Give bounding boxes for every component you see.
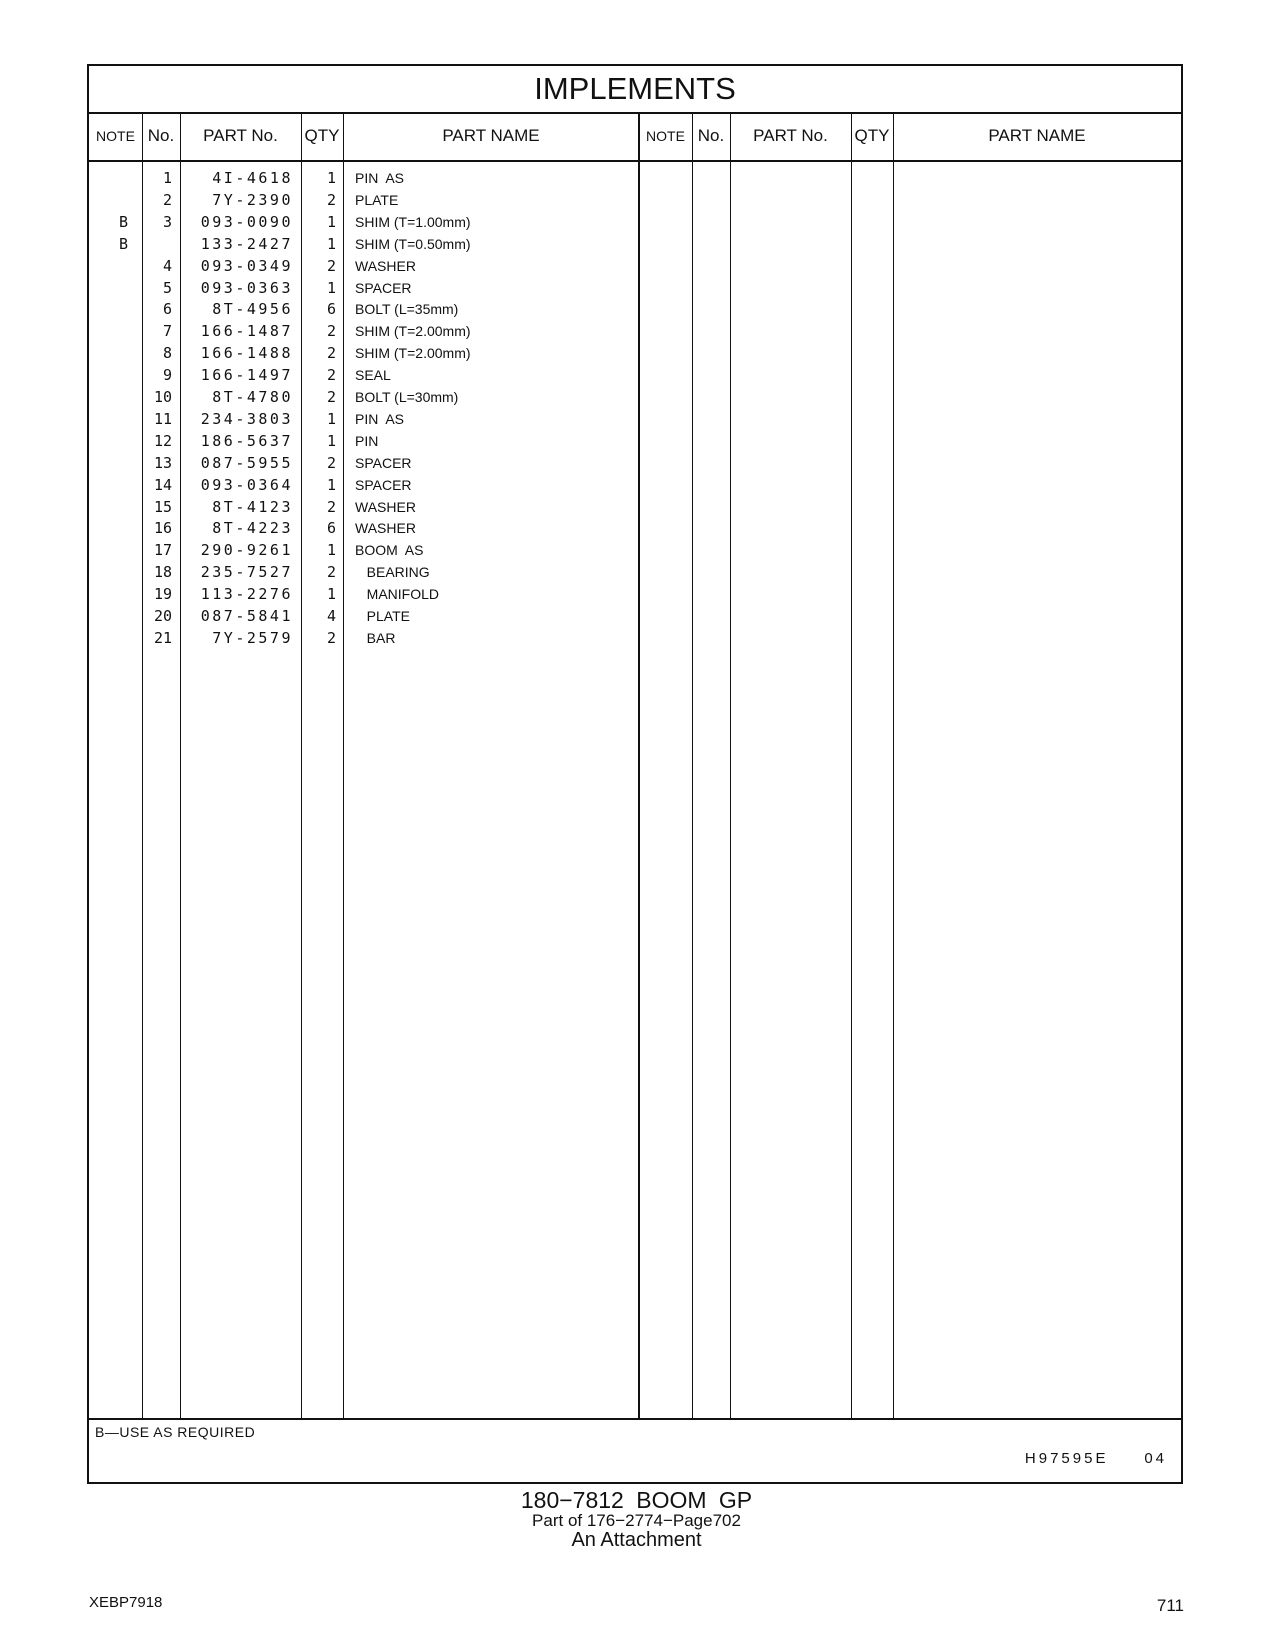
row-item-number: 6 — [162, 300, 172, 319]
table-row — [89, 320, 659, 343]
row-part-number: 093-0349 — [200, 256, 293, 275]
row-quantity: 1 — [326, 234, 336, 253]
row-quantity: 1 — [326, 278, 336, 297]
table-row — [89, 605, 659, 628]
row-note: B — [118, 212, 128, 231]
row-part-number: 8T-4956 — [212, 300, 293, 319]
row-part-number: 093-0363 — [200, 278, 293, 297]
header-note-right: NOTE — [646, 128, 685, 144]
row-item-number: 15 — [153, 497, 172, 516]
row-item-number: 20 — [153, 607, 172, 625]
row-part-number: 290-9261 — [200, 541, 293, 560]
row-quantity: 6 — [326, 300, 336, 319]
row-item-number: 14 — [153, 475, 172, 494]
page-number: 711 — [1156, 1596, 1184, 1615]
table-header — [89, 112, 1181, 162]
caption-title: 180−7812 BOOM GP — [520, 1487, 753, 1513]
table-row — [89, 452, 659, 475]
table-row — [89, 233, 659, 256]
row-part-number: 093-0090 — [200, 212, 293, 231]
header-qty-right: QTY — [854, 126, 890, 145]
row-quantity: 1 — [326, 409, 336, 428]
row-part-number: 7Y-2390 — [212, 190, 293, 209]
row-item-number: 8 — [162, 344, 172, 363]
table-row — [89, 298, 659, 321]
header-no-left: No. — [147, 126, 175, 145]
row-item-number: 12 — [153, 431, 172, 450]
row-part-number: 166-1497 — [200, 366, 293, 385]
row-part-name: SPACER — [355, 279, 412, 296]
parts-table — [87, 64, 1183, 1484]
table-row — [89, 211, 659, 234]
header-part-no-right: PART No. — [753, 126, 828, 145]
table-row — [89, 517, 659, 540]
row-quantity: 2 — [326, 563, 336, 582]
row-part-number: 8T-4223 — [212, 519, 293, 538]
row-part-name: MANIFOLD — [355, 586, 440, 603]
caption-subtitle: Part of 176−2774−Page702 — [532, 1511, 741, 1530]
caption-attachment: An Attachment — [571, 1529, 702, 1551]
row-part-number: 166-1487 — [200, 322, 293, 341]
table-row — [89, 167, 659, 190]
table-row — [89, 474, 659, 497]
row-quantity: 2 — [326, 388, 336, 406]
row-part-number: 087-5841 — [200, 607, 293, 625]
row-part-number: 087-5955 — [200, 453, 293, 472]
row-part-name: WASHER — [355, 257, 416, 274]
drawing-code-rev: 04 — [1144, 1450, 1167, 1467]
row-quantity: 1 — [326, 585, 336, 604]
row-item-number: 7 — [162, 322, 172, 341]
row-part-name: PLATE — [355, 191, 399, 208]
row-part-number: 234-3803 — [200, 409, 293, 428]
row-part-name: WASHER — [355, 520, 416, 537]
row-quantity: 4 — [326, 607, 336, 625]
row-item-number: 21 — [153, 628, 172, 647]
header-note-left: NOTE — [96, 128, 135, 144]
row-quantity: 2 — [326, 497, 336, 516]
row-part-number: 7Y-2579 — [212, 628, 293, 647]
row-part-number: 8T-4780 — [212, 388, 293, 406]
row-part-name: SHIM (T=0.50mm) — [355, 235, 471, 252]
row-quantity: 2 — [326, 366, 336, 385]
row-part-name: BOOM AS — [355, 542, 424, 559]
table-row — [89, 430, 659, 453]
row-quantity: 1 — [326, 475, 336, 494]
document-id: XEBP7918 — [89, 1594, 163, 1611]
row-item-number: 4 — [162, 256, 172, 275]
table-title: IMPLEMENTS — [89, 66, 1181, 114]
row-part-name: BAR — [355, 629, 396, 646]
row-part-name: SPACER — [355, 476, 412, 493]
row-quantity: 1 — [326, 212, 336, 231]
table-row — [89, 539, 659, 562]
row-part-name: PIN — [355, 432, 379, 449]
row-part-name: PIN AS — [355, 410, 405, 427]
table-row — [89, 342, 659, 365]
row-item-number: 11 — [153, 409, 172, 428]
row-part-name: SHIM (T=1.00mm) — [355, 213, 471, 230]
table-row — [89, 583, 659, 606]
table-row — [89, 277, 659, 300]
table-row — [89, 627, 659, 650]
row-quantity: 2 — [326, 453, 336, 472]
table-row — [89, 408, 659, 431]
row-part-number: 093-0364 — [200, 475, 293, 494]
row-quantity: 2 — [326, 256, 336, 275]
table-row — [89, 561, 659, 584]
row-item-number: 3 — [162, 212, 172, 231]
row-quantity: 2 — [326, 322, 336, 341]
row-item-number: 2 — [162, 190, 172, 209]
row-part-number: 113-2276 — [200, 585, 293, 604]
row-item-number: 13 — [153, 453, 172, 472]
row-part-name: PIN AS — [355, 170, 405, 186]
row-quantity: 1 — [326, 541, 336, 560]
row-part-number: 4I-4618 — [212, 169, 293, 187]
row-part-number: 235-7527 — [200, 563, 293, 582]
row-item-number: 18 — [153, 563, 172, 582]
drawing-code-id: H97595E — [1024, 1450, 1109, 1467]
row-quantity: 2 — [326, 628, 336, 647]
row-item-number: 16 — [153, 519, 172, 538]
row-quantity: 2 — [326, 344, 336, 363]
row-item-number: 10 — [153, 388, 172, 406]
row-part-number: 166-1488 — [200, 344, 293, 363]
header-no-right: No. — [697, 126, 725, 145]
column-divider — [893, 112, 894, 1420]
row-part-name: PLATE — [355, 608, 410, 624]
row-item-number: 9 — [162, 366, 172, 385]
row-part-name: BEARING — [355, 564, 430, 581]
table-row — [89, 189, 659, 212]
table-row — [89, 364, 659, 387]
row-quantity: 2 — [326, 190, 336, 209]
drawing-code — [1025, 1450, 1167, 1467]
row-part-name: WASHER — [355, 498, 416, 515]
row-item-number: 17 — [153, 541, 172, 560]
row-item-number: 19 — [153, 585, 172, 604]
header-qty-left: QTY — [304, 126, 340, 145]
row-part-name: SPACER — [355, 454, 412, 471]
row-part-number: 186-5637 — [200, 431, 293, 450]
table-row — [89, 255, 659, 278]
column-divider — [730, 112, 731, 1420]
column-divider — [851, 112, 852, 1420]
legend-note: B—USE AS REQUIRED — [95, 1424, 256, 1440]
row-quantity: 1 — [326, 431, 336, 450]
row-part-name: SHIM (T=2.00mm) — [355, 323, 471, 340]
header-part-name-left: PART NAME — [442, 126, 540, 145]
row-part-number: 8T-4123 — [212, 497, 293, 516]
row-note: B — [118, 234, 128, 253]
header-part-no-left: PART No. — [203, 126, 278, 145]
row-part-name: SEAL — [355, 367, 391, 384]
table-row — [89, 496, 659, 519]
row-quantity: 6 — [326, 519, 336, 538]
row-quantity: 1 — [326, 169, 336, 187]
row-part-name: SHIM (T=2.00mm) — [355, 345, 471, 362]
row-part-name: BOLT (L=35mm) — [355, 301, 459, 318]
row-part-name: BOLT (L=30mm) — [355, 389, 459, 405]
header-part-name-right: PART NAME — [988, 126, 1086, 145]
row-item-number: 1 — [162, 169, 172, 187]
row-item-number: 5 — [162, 278, 172, 297]
column-divider — [692, 112, 693, 1420]
table-row — [89, 386, 659, 409]
row-part-number: 133-2427 — [200, 234, 293, 253]
